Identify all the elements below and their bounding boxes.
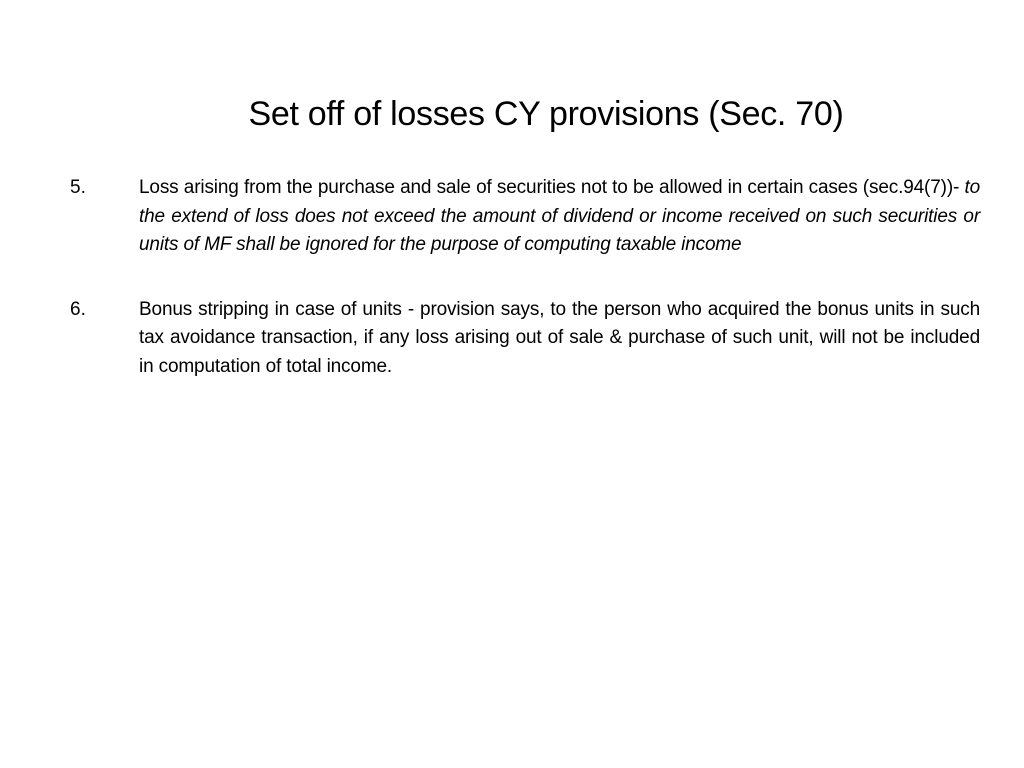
- slide-title: Set off of losses CY provisions (Sec. 70): [248, 95, 844, 133]
- item-number: 5.: [70, 177, 86, 198]
- item-text-italic: to the extend of loss does not exceed the amount of dividend or income received on such securities or units of MF shall be ignored for the purpose of computing taxable income: [139, 177, 980, 255]
- list-item: [70, 296, 980, 382]
- item-number: 6.: [70, 298, 86, 320]
- item-text: [139, 296, 980, 382]
- numbered-list: [70, 174, 980, 417]
- list-item: [70, 174, 980, 260]
- item-text-plain: Loss arising from the purchase and sale of securities not to be allowed in certain cases (sec.94(7))-: [139, 177, 965, 198]
- item-text-plain: Bonus stripping in case of units - provision says, to the person who acquired the bonus units in such tax avoidance transaction, if any loss arising out of sale & purchase of such unit, will not be included in computation of total income.: [139, 298, 980, 377]
- item-text: [139, 174, 980, 260]
